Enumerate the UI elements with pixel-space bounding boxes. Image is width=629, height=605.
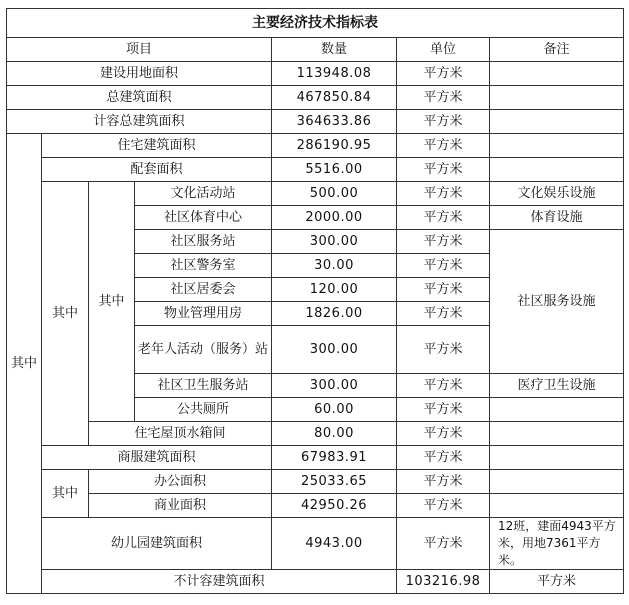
row-unit: 平方米 [397, 302, 490, 326]
row-value: 500.00 [272, 182, 397, 206]
row-label: 社区体育中心 [135, 206, 272, 230]
row-unit: 平方米 [397, 158, 490, 182]
row-unit: 平方米 [397, 278, 490, 302]
row-label: 公共厕所 [135, 398, 272, 422]
row-note [490, 158, 624, 182]
table-row [7, 570, 624, 594]
row-label: 总建筑面积 [7, 86, 272, 110]
row-unit: 平方米 [397, 62, 490, 86]
group-label-facilities: 其中 [89, 182, 135, 422]
row-unit: 平方米 [397, 326, 490, 374]
row-label: 商服建筑面积 [42, 446, 272, 470]
row-value: 67983.91 [272, 446, 397, 470]
row-unit: 平方米 [397, 110, 490, 134]
row-value: 113948.08 [272, 62, 397, 86]
table-row [7, 182, 624, 206]
row-value: 30.00 [272, 254, 397, 278]
row-value: 1826.00 [272, 302, 397, 326]
row-unit: 平方米 [490, 570, 624, 594]
row-label: 计容总建筑面积 [7, 110, 272, 134]
row-label: 幼儿园建筑面积 [42, 518, 272, 570]
row-label: 社区警务室 [135, 254, 272, 278]
header-item: 项目 [7, 38, 272, 62]
row-value: 4943.00 [272, 518, 397, 570]
row-label: 建设用地面积 [7, 62, 272, 86]
row-label: 文化活动站 [135, 182, 272, 206]
header-unit: 单位 [397, 38, 490, 62]
row-note [490, 110, 624, 134]
row-note: 体育设施 [490, 206, 624, 230]
row-note [490, 470, 624, 494]
row-value: 300.00 [272, 374, 397, 398]
row-label: 老年人活动（服务）站 [135, 326, 272, 374]
table-row [7, 86, 624, 110]
table-row [7, 470, 624, 494]
table-row [7, 422, 624, 446]
row-value: 120.00 [272, 278, 397, 302]
row-label: 配套面积 [42, 158, 272, 182]
row-note [490, 422, 624, 446]
row-note [490, 398, 624, 422]
group-label-commercial: 其中 [42, 470, 89, 518]
row-label: 社区服务站 [135, 230, 272, 254]
table-row [7, 446, 624, 470]
row-note [490, 86, 624, 110]
row-unit: 平方米 [397, 374, 490, 398]
row-note [490, 446, 624, 470]
row-value: 467850.84 [272, 86, 397, 110]
row-note [490, 494, 624, 518]
row-value: 25033.65 [272, 470, 397, 494]
row-unit: 平方米 [397, 206, 490, 230]
row-unit: 平方米 [397, 494, 490, 518]
row-unit: 平方米 [397, 446, 490, 470]
group-label-support: 其中 [42, 182, 89, 446]
row-unit: 平方米 [397, 86, 490, 110]
table-title: 主要经济技术指标表 [7, 9, 624, 38]
header-note: 备注 [490, 38, 624, 62]
group-label-outer: 其中 [7, 134, 42, 594]
row-unit: 平方米 [397, 470, 490, 494]
table-row [7, 494, 624, 518]
header-quantity: 数量 [272, 38, 397, 62]
table-row [7, 158, 624, 182]
row-note-community: 社区服务设施 [490, 230, 624, 374]
table-row [7, 110, 624, 134]
table-row [7, 518, 624, 570]
row-value: 80.00 [272, 422, 397, 446]
row-unit: 平方米 [397, 422, 490, 446]
row-label: 物业管理用房 [135, 302, 272, 326]
row-value: 300.00 [272, 230, 397, 254]
row-note [490, 62, 624, 86]
row-label: 住宅屋顶水箱间 [89, 422, 272, 446]
row-value: 2000.00 [272, 206, 397, 230]
row-value: 103216.98 [397, 570, 490, 594]
row-label: 办公面积 [89, 470, 272, 494]
row-unit: 平方米 [397, 230, 490, 254]
row-label: 社区居委会 [135, 278, 272, 302]
table-row [7, 134, 624, 158]
row-unit: 平方米 [397, 134, 490, 158]
row-label: 社区卫生服务站 [135, 374, 272, 398]
row-value: 5516.00 [272, 158, 397, 182]
row-label: 商业面积 [89, 494, 272, 518]
row-value: 42950.26 [272, 494, 397, 518]
table-row [7, 62, 624, 86]
row-unit: 平方米 [397, 254, 490, 278]
row-note [490, 134, 624, 158]
row-unit: 平方米 [397, 518, 490, 570]
row-value: 364633.86 [272, 110, 397, 134]
row-note: 文化娱乐设施 [490, 182, 624, 206]
row-value: 300.00 [272, 326, 397, 374]
row-value: 60.00 [272, 398, 397, 422]
row-note: 医疗卫生设施 [490, 374, 624, 398]
row-unit: 平方米 [397, 398, 490, 422]
row-value: 286190.95 [272, 134, 397, 158]
row-note: 12班，建面4943平方米，用地7361平方米。 [490, 518, 624, 570]
row-label: 不计容建筑面积 [42, 570, 397, 594]
row-unit: 平方米 [397, 182, 490, 206]
row-label: 住宅建筑面积 [42, 134, 272, 158]
economic-indicators-table [6, 8, 624, 594]
